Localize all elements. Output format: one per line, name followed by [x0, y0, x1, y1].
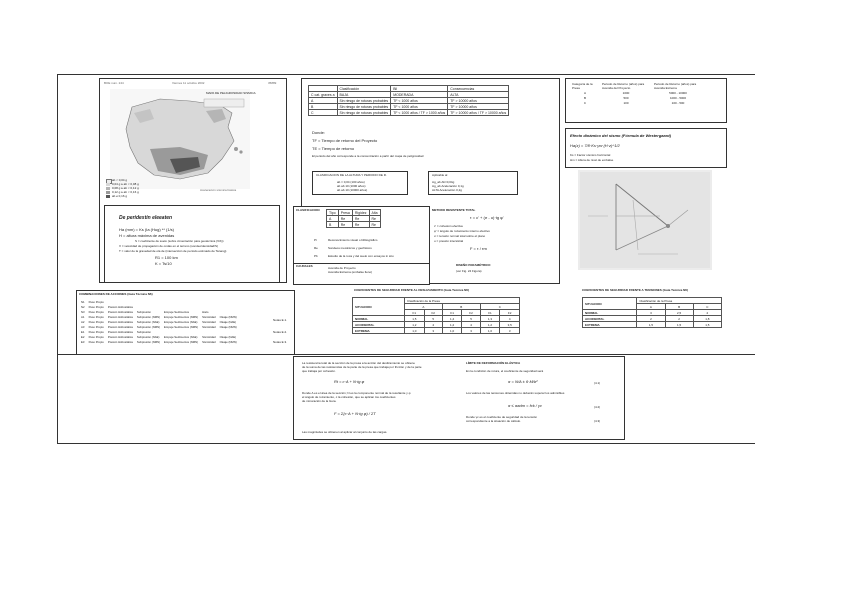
tension-cell: 1,5 [665, 322, 693, 328]
sliding-row-label: ACCIDENTAL [353, 322, 405, 328]
comb-cell: Presión Hidrostática [107, 319, 133, 324]
sliding-sub: F1 [442, 310, 462, 316]
classification-panel [296, 78, 560, 284]
return-head: Categoría de la Presa [572, 82, 593, 90]
method-line-6: F = τ / τm [470, 246, 487, 251]
comb-cell: E3 [81, 339, 85, 344]
bottom-left-4: Rt = c·A + N·tg φ [334, 379, 365, 384]
bottom-left-9: Las magnitudes se obtienen al aplicar al conjunto de las cargas. [302, 430, 388, 434]
sliding-sub: F1 [480, 310, 500, 316]
altura-line-2: ab ab 10 (1000 años) [337, 184, 366, 188]
soil-table [326, 209, 381, 228]
bottom-right-2: σ = N/A ± 6·M/b² [508, 379, 538, 384]
legend-swatch-3 [106, 187, 110, 190]
soil-cell: Re [338, 222, 352, 228]
class-cell: MODERADA [391, 92, 448, 98]
soil-footer-title: CAUDALES [296, 264, 313, 268]
comb-cell: Oleaje (NMN) [219, 314, 237, 319]
method-sub-line: (ver Fig. 24 Figura) [456, 269, 482, 273]
comb-cell: Empuje Sedimentos (NAE) [164, 334, 198, 339]
comb-cell: A1 [81, 314, 85, 319]
comb-note-1: Notas E.1. [273, 318, 288, 322]
class-note-1: Donde: [312, 130, 325, 135]
comb-cell: N1 [81, 299, 85, 304]
aplicable-line-2: Ag_ab Aceleración 0,1g [432, 184, 464, 188]
legend-swatch-4 [106, 191, 110, 194]
comb-cell: N2 [81, 304, 85, 309]
return-cell: 100 - 500 [671, 100, 685, 105]
method-line-2: c' = cohesión efectiva [434, 224, 463, 228]
sliding-cell: 1,3 [480, 316, 500, 322]
sliding-sub: F1 [404, 310, 424, 316]
comb-cell: Subpresión (NMN) [136, 314, 161, 319]
tension-cat: A [637, 304, 665, 310]
sliding-cell: 1,0 [404, 328, 424, 334]
class-note-4: El periodo del año corresponde a la concentración a partir del mapa de peligrosidad [312, 154, 424, 158]
bottom-right-5: Donde γc es el coeficiente de seguridad de la tensión [466, 415, 538, 419]
class-cell: TF > 10000 años / TF > 10000 años [448, 110, 509, 116]
bottom-left-6: el ángulo de rozamiento, c la cohesión, que se aplican los coeficientes [302, 395, 396, 399]
tension-cat: C [693, 304, 721, 310]
sliding-row-label: EXTREMA [353, 328, 405, 334]
legend-range-4: 0,12 g ≤ ab < 0,16 g [112, 190, 139, 194]
return-cell: 100 [623, 100, 629, 105]
sliding-cell: 1,2 [480, 322, 500, 328]
comb-cell: Peso Propio [88, 339, 104, 344]
class-note-3: TE = Tiempo de retorno [312, 146, 355, 151]
method-line-5: u = presión intersticial [434, 239, 464, 243]
frame-top-line [57, 74, 755, 75]
soil-cell: Re [369, 216, 380, 222]
soil-item-text: Estudio de la roca y del suelo con ensayos in situ [328, 254, 394, 258]
tension-situation-head: SITUACION [583, 298, 637, 310]
class-cell: C [309, 110, 338, 116]
header-right: 35889 [268, 81, 277, 85]
map-note: Aceleración sísmica básica [200, 188, 237, 192]
seismic-line-3: S = coeficiente de suelo (sobre cimentación para geotécnica (%b)) [135, 239, 224, 243]
soil-footer-1: Avenida de Proyecto [328, 266, 356, 270]
soil-footer-2: Avenida Extrema (embalse lleno) [328, 270, 373, 274]
bottom-right-title: LÍMITE DE DEFORMACIÓN ELÁSTICA [466, 361, 521, 365]
sliding-sub: F2 [462, 310, 480, 316]
tension-row-label: NORMAL [583, 310, 637, 316]
comb-cell: A2 [81, 319, 85, 324]
comb-cell: Peso Propio [88, 299, 104, 304]
comb-cell: Empuje Sedimentos (NMN) [164, 324, 199, 329]
comb-cell: Presión Hidrostática [107, 334, 133, 339]
comb-cell: Oleaje (NAE) [219, 319, 237, 324]
class-cell: B [309, 104, 338, 110]
sliding-sub: F2 [424, 310, 442, 316]
comb-cell: Presión Hidrostática [107, 309, 133, 314]
comb-cell: E2 [81, 334, 85, 339]
combination-table [79, 299, 239, 344]
bottom-left-2: de la suma de las resistencias de la parte de la presa que trabaja por fricción y de la parte [302, 365, 422, 369]
comb-cell: Presión Hidrostática [107, 304, 133, 309]
class-cell: TF < 1000 años [391, 104, 448, 110]
tension-title: COEFICIENTES DE SEGURIDAD FRENTE A TENSIONES (Guía Técnica N6) [582, 288, 688, 292]
comb-cell: Presión Hidrostática [107, 324, 133, 329]
comb-cell: Peso Propio [88, 304, 104, 309]
sliding-cell: 4 [424, 322, 442, 328]
header-mid: Viernes 11 octubre 2002 [172, 81, 205, 85]
comb-cell: Oleaje (NMN) [219, 339, 237, 344]
soil-item-text: Sondeos mecánicos y geofísicos [328, 246, 372, 250]
sliding-cell: 5 [424, 316, 442, 322]
comb-cell: Sismicidad [202, 314, 216, 319]
soil-cell: Re [369, 222, 380, 228]
class-cell: Sin riesgo de roturas probables [337, 110, 391, 116]
tension-cell: 1,5 [637, 322, 665, 328]
altura-title: CLASIFICACION DE LA ALTURA Y PERIODO DE R. [316, 173, 387, 177]
comb-cell: Sismicidad [202, 339, 216, 344]
comb-cell: A3 [81, 324, 85, 329]
method-panel [430, 209, 555, 279]
dynamic-line-1: Ks = Factor sísmico horizontal [570, 153, 611, 157]
comb-cell: E1 [81, 329, 85, 334]
comb-cell: Oleaje (NMN) [219, 324, 237, 329]
sliding-cell: 5 [462, 316, 480, 322]
return-head: Periodo de Retorno (años) para Avenida Extrema [654, 82, 697, 90]
dynamic-effect-panel [565, 128, 727, 168]
comb-cell: Subpresión (NAE) [136, 334, 160, 339]
sliding-cell: 4 [500, 316, 520, 322]
bottom-left-3: que trabaja por cohesión. [302, 369, 336, 373]
class-cell: TF < 1000 años / TF > 1000 años [391, 110, 448, 116]
tension-cell: 3 [637, 310, 665, 316]
comb-cell: Sismicidad [202, 319, 216, 324]
comb-cell: Presión Hidrostática [107, 339, 133, 344]
sliding-cell: 1,2 [442, 322, 462, 328]
comb-cell: Sismicidad [202, 334, 216, 339]
seismic-line-4: V = velocidad de propagación de ondas en el terreno (sondeo/densidad/S) [119, 244, 218, 248]
soil-item-key: Pb [314, 254, 318, 258]
tension-cell: 1,8 [693, 316, 721, 322]
legend-range-5: ab ≥ 0,16 g [112, 194, 127, 198]
altura-line-3: ab ab 10 (10000 años) [337, 188, 368, 192]
seismic-line-2: H = altura máxima de avenidas [119, 233, 175, 238]
comb-note-2: Notas E.2. [273, 330, 288, 334]
tension-cell: 2,5 [665, 310, 693, 316]
seismic-line-5: T = valor de la gravedad de ola de (intersección de período estimado de Tanang) [119, 249, 227, 253]
soil-cell: A [327, 216, 339, 222]
class-head-3: Consecuencias [448, 86, 509, 92]
soil-cell: Re [352, 216, 369, 222]
soil-title: CLASIFICACION [296, 208, 320, 212]
legend-range-2: 0,04 g ≤ ab < 0,08 g [112, 182, 139, 186]
bottom-left-1: La resistencia total de la sección de la presa a la acción del deslizamiento se obtiene [302, 361, 415, 365]
soil-item-key: Pr [314, 238, 317, 242]
sliding-cat: A [404, 304, 442, 310]
seismic-line-7: K = Ts/10 [155, 261, 172, 266]
comb-cell: Subpresión (NMN) [136, 324, 161, 329]
dynamic-title: Efecto dinámico del sismo (Fórmula de Westergaard) [570, 133, 672, 138]
class-cell: TF > 10000 años [448, 104, 509, 110]
sliding-cell: 1,0 [480, 328, 500, 334]
return-cell: 1000 - 5000 [669, 95, 686, 100]
tension-row-label: EXTREMA [583, 322, 637, 328]
return-cell: 5000 - 10000 [669, 90, 687, 95]
sliding-class-head: Clasificación de la Presa [404, 298, 519, 304]
combination-title: COMBINACIONES DE ACCIONES (Guía Técnica N6) [79, 292, 153, 296]
sliding-cell: 3 [462, 328, 480, 334]
soil-head: Rigidez [352, 210, 369, 216]
return-cell: B [583, 95, 586, 100]
comb-cell: Presión Hidrostática [107, 314, 133, 319]
soil-head: Presa [338, 210, 352, 216]
seismic-formula-box [104, 205, 280, 283]
bottom-right-eq-1: (4.1) [594, 381, 601, 385]
sliding-table [352, 297, 520, 334]
sliding-cell: 1,5 [404, 316, 424, 322]
return-panel [565, 78, 727, 123]
frame-bottom-line [57, 443, 755, 444]
comb-cell: Subpresión [136, 329, 152, 334]
comb-cell: Peso Propio [88, 309, 104, 314]
class-cell: BAJA [337, 92, 391, 98]
map-panel [99, 78, 287, 283]
seismic-map-image [110, 89, 250, 189]
method-sub-title: DISEÑO PARAMÉTRICO [456, 263, 491, 267]
dynamic-line-2: Hm = Altura de nivel de embalse [570, 158, 614, 162]
comb-cell: Hielo [202, 309, 209, 314]
map-legend-title: MAPA DE PELIGROSIDAD SISMICA [206, 91, 256, 95]
seismic-title: De peridestin eleeaten [119, 215, 173, 221]
bottom-left-5: Donde A es el área de la sección; N es la componente normal de la resultante y φ [302, 391, 411, 395]
tension-table [582, 297, 722, 328]
comb-cell: Subpresión [136, 309, 152, 314]
class-head-2: Bil [391, 86, 448, 92]
bottom-right-eq-3: (4.3) [594, 419, 601, 423]
altura-box [312, 171, 408, 195]
class-cell: TF < 1000 años [391, 98, 448, 104]
sliding-cell: 1,4 [442, 316, 462, 322]
bottom-right-1: En la condición de rotura, el coeficiente de seguridad será [466, 369, 544, 373]
tension-cell: 2 [665, 316, 693, 322]
class-cell: A [309, 98, 338, 104]
comb-cell: Peso Propio [88, 329, 104, 334]
comb-note-3: Notas E.3. [273, 340, 288, 344]
method-title: METODO RESISTENTE TOTAL [432, 208, 476, 212]
aplicable-title: Aplicable al [432, 173, 448, 177]
sliding-cell: 3 [424, 328, 442, 334]
legend-swatch-2 [106, 183, 110, 186]
legend-swatch-5 [106, 195, 110, 198]
soil-panel [293, 206, 430, 285]
soil-head: Alta [369, 210, 380, 216]
sliding-cell: 1,0 [442, 328, 462, 334]
aplicable-line-3: ALTA Aceleración 0,2g [432, 188, 462, 192]
comb-cell: Subpresión (NAE) [136, 319, 160, 324]
return-cell: C [583, 100, 587, 105]
tension-cell: 1,5 [693, 322, 721, 328]
class-cell: C cat. graves a [309, 92, 338, 98]
altura-line-1: ab = 0,04 (100 años) [337, 180, 365, 184]
soil-head: Tipo [327, 210, 339, 216]
comb-cell: Empuje Sedimentos (NMN) [164, 314, 199, 319]
comb-cell: N3 [81, 309, 85, 314]
bottom-right-3: Los valores de las tensiones obtenidas no deberán superar los admisibles [466, 391, 565, 395]
bottom-right-eq-2: (4.2) [594, 405, 601, 409]
soil-cell: Re [338, 216, 352, 222]
return-head: Periodo de Retorno (años) para Avenida del Proyecto [602, 82, 645, 90]
return-cell: 500 [623, 95, 629, 100]
sliding-cell: 3 [500, 328, 520, 334]
class-note-2: TF = Tiempo de retorno del Proyecto [312, 138, 378, 143]
comb-cell: Peso Propio [88, 334, 104, 339]
seismic-line-1: Ha (mm) = Ks (Ia (Hug) ** (1/s) [119, 227, 175, 232]
comb-cell: Empuje Sedimentos (NAE) [164, 319, 198, 324]
sliding-cell: 1,2 [404, 322, 424, 328]
comb-cell: Presión Hidrostática [107, 329, 133, 334]
comb-cell: Empuje Sedimentos [164, 309, 190, 314]
sliding-sub: F2 [500, 310, 520, 316]
class-cell: TF > 10000 años [448, 98, 509, 104]
tension-cat: B [665, 304, 693, 310]
bottom-left-7: de minoración de la Guía. [302, 399, 337, 403]
aplicable-box [428, 171, 518, 195]
header-left: BOE num. 244 [104, 81, 124, 85]
comb-cell: Subpresión (NMN) [136, 339, 161, 344]
tension-row-label: ACCIDENTAL [583, 316, 637, 322]
soil-cell: Re [352, 222, 369, 228]
sliding-cell: 3,5 [500, 322, 520, 328]
soil-divider [294, 263, 429, 264]
sliding-cat: C [480, 304, 519, 310]
dynamic-formula: Ha(z) = 7/8·Ks·γw·(H·z)^1/2 [570, 143, 620, 148]
bottom-right-4: σ ≤ σadm = fck / γc [508, 403, 543, 408]
sliding-situation-head: SITUACION [353, 298, 405, 316]
method-line-4: σ = tensión normal total sobre el plano [434, 234, 486, 238]
pressure-diagram-image [578, 170, 712, 270]
comb-cell: Empuje Sedimentos (NMN) [164, 339, 199, 344]
return-table [570, 82, 704, 105]
method-line-1: τ = c' + (σ - u)·tg φ' [470, 215, 504, 220]
soil-item-key: Re [314, 246, 318, 250]
seismic-line-6: R1 = 100 km [155, 255, 178, 260]
tension-cell: 2 [693, 310, 721, 316]
class-cell: Sin riesgo de roturas probables [337, 104, 391, 110]
tension-class-head: Clasificación de la Presa [637, 298, 722, 304]
sliding-cell: 4 [462, 322, 480, 328]
return-cell: 1000 [622, 90, 630, 95]
legend-range-1: ab < 0,04 g [112, 178, 128, 182]
sliding-cat: B [442, 304, 480, 310]
sliding-row-label: NORMAL [353, 316, 405, 322]
bottom-formula-box [293, 356, 625, 440]
bottom-left-8: F = Σ(c·A + N·tg φ) / ΣT [334, 411, 376, 416]
frame-left-line [57, 74, 58, 444]
comb-cell: Sismicidad [202, 324, 216, 329]
combination-panel [76, 290, 295, 355]
class-cell: Sin riesgo de roturas probables [337, 98, 391, 104]
return-cell: A [583, 90, 586, 95]
soil-cell: B [327, 222, 339, 228]
class-cell: ALTA [448, 92, 509, 98]
comb-cell: Peso Propio [88, 319, 104, 324]
comb-cell: Oleaje (NAE) [219, 334, 237, 339]
class-head-1: Clasificación [337, 86, 391, 92]
comb-cell: Peso Propio [88, 324, 104, 329]
comb-cell: Peso Propio [88, 314, 104, 319]
aplicable-line-1: Ag_ab Ab=0,04g [432, 180, 455, 184]
classification-table [308, 85, 509, 116]
bottom-right-6: correspondiente a la situación de cálculo. [466, 419, 522, 423]
method-line-3: φ' = ángulo de rozamiento interno efectivo [434, 229, 490, 233]
soil-item-text: Reconocimiento visual o bibliográfico [328, 238, 378, 242]
legend-range-3: 0,08 g ≤ ab < 0,12 g [112, 186, 139, 190]
tension-cell: 2 [637, 316, 665, 322]
sliding-title: COEFICIENTES DE SEGURIDAD FRENTE AL DESLIZAMIENTO (Guía Técnica N6) [354, 288, 469, 292]
